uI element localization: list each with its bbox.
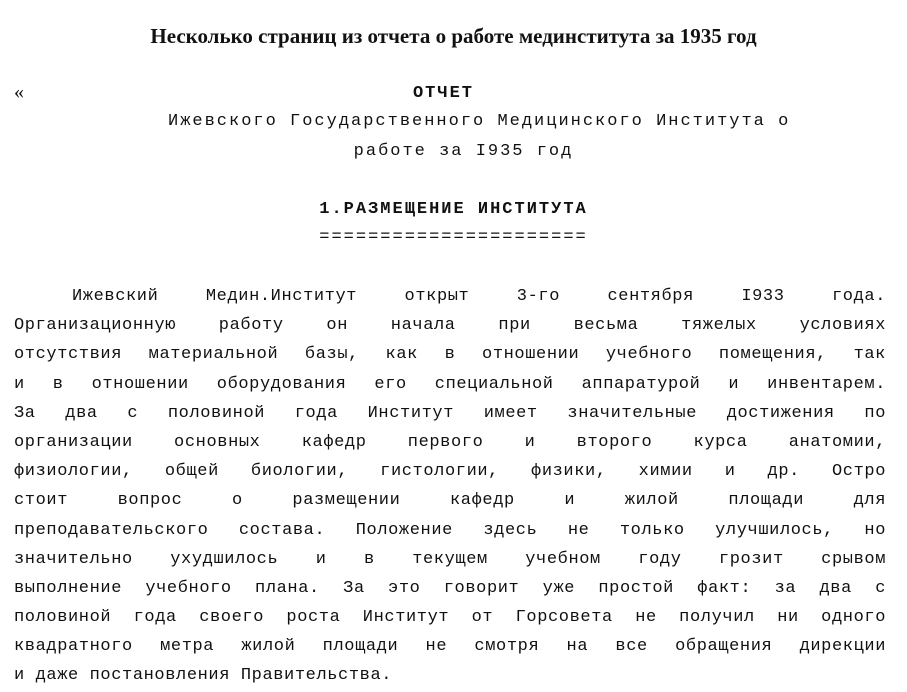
report-subtitle-line-1: Ижевского Государственного Медицинского Института о (168, 112, 791, 131)
page-title: Несколько страниц из отчета о работе мединститута за 1935 год (150, 24, 757, 48)
body-line: стоит вопрос о размещении кафедр и жилой площади для (14, 491, 886, 511)
body-line: Организационную работу он начала при весьма тяжелых условиях (14, 316, 886, 336)
body-line: Ижевский Медин.Институт открыт 3-го сентября I933 года. (72, 287, 886, 306)
section-heading: 1.РАЗМЕЩЕНИЕ ИНСТИТУТА (319, 200, 588, 219)
body-line: и даже постановления Правительства. (14, 666, 393, 686)
body-line: отсутствия материальной базы, как в отношении учебного помещения, так (14, 345, 886, 365)
report-subtitle-line-2: работе за I935 год (353, 142, 574, 161)
report-title: ОТЧЕТ (412, 84, 474, 103)
body-line: и в отношении оборудования его специальной аппаратурой и инвентарем. (14, 374, 886, 394)
body-line: квадратного метра жилой площади не смотря на все обращения дирекции (14, 637, 886, 657)
opening-quote-mark: « (14, 81, 24, 103)
body-line: физиологии, общей биологии, гистологии, физики, химии и др. Остро (14, 462, 886, 482)
body-line: выполнение учебного плана. За это говорит уже простой факт: за два с (14, 578, 886, 598)
body-line: организации основных кафедр первого и второго курса анатомии, (14, 432, 886, 452)
body-line: За два с половиной года Институт имеет значительные достижения по (14, 403, 886, 423)
body-paragraph (14, 282, 886, 691)
body-line: значительно ухудшилось и в текущем учебном году грозит срывом (14, 549, 886, 569)
body-line: половиной года своего роста Институт от Горсовета не получил ни одного (14, 608, 886, 628)
section-heading-underline: ====================== (319, 228, 588, 247)
body-line: преподавательского состава. Положение здесь не только улучшилось, но (14, 520, 886, 540)
